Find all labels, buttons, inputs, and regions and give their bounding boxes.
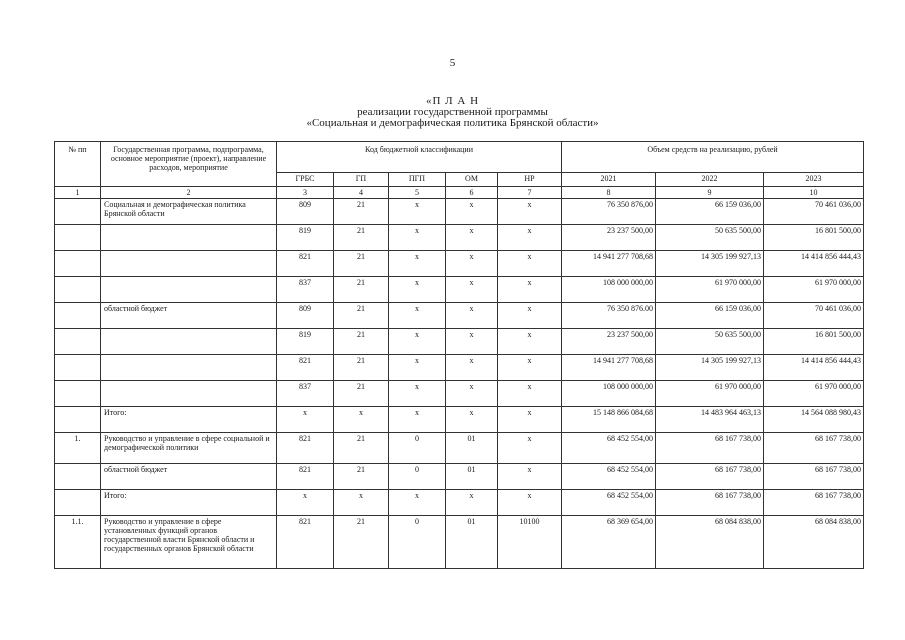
title-line-1: «П Л А Н — [425, 95, 480, 107]
column-number: 5 — [389, 187, 446, 199]
table-row — [55, 251, 864, 277]
amount-2023: 68 167 738,00 — [764, 490, 864, 516]
row-name — [101, 381, 277, 407]
cell-grbs: 821 — [277, 433, 334, 464]
column-number: 8 — [562, 187, 656, 199]
cell-gp: 21 — [334, 199, 389, 225]
cell-grbs: х — [277, 407, 334, 433]
cell-pgp: 0 — [389, 516, 446, 569]
amount-2021: 68 369 654,00 — [562, 516, 656, 569]
header-num: № пп — [55, 142, 101, 187]
cell-grbs: 821 — [277, 464, 334, 490]
table-row — [55, 303, 864, 329]
amount-2022: 66 159 036,00 — [656, 199, 764, 225]
cell-om: 01 — [446, 433, 498, 464]
amount-2022: 61 970 000,00 — [656, 277, 764, 303]
amount-2021: 108 000 000,00 — [562, 277, 656, 303]
cell-gp: 21 — [334, 329, 389, 355]
row-name — [101, 251, 277, 277]
cell-pgp: х — [389, 490, 446, 516]
row-number: 1. — [55, 433, 101, 464]
cell-pgp: х — [389, 277, 446, 303]
amount-2022: 50 635 500,00 — [656, 329, 764, 355]
amount-2021: 108 000 000,00 — [562, 381, 656, 407]
amount-2021: 68 452 554,00 — [562, 433, 656, 464]
cell-gp: 21 — [334, 251, 389, 277]
row-name: областной бюджет — [101, 303, 277, 329]
amount-2021: 14 941 277 708,68 — [562, 355, 656, 381]
amount-2022: 14 305 199 927,13 — [656, 355, 764, 381]
header-code-pgp: ПГП — [389, 173, 446, 187]
table-row — [55, 381, 864, 407]
cell-gp: 21 — [334, 225, 389, 251]
cell-pgp: х — [389, 303, 446, 329]
amount-2022: 14 483 964 463,13 — [656, 407, 764, 433]
row-name — [101, 277, 277, 303]
amount-2021: 14 941 277 708,68 — [562, 251, 656, 277]
header-code-om: ОМ — [446, 173, 498, 187]
cell-nr: х — [498, 225, 562, 251]
table-row — [55, 277, 864, 303]
cell-pgp: х — [389, 199, 446, 225]
amount-2022: 61 970 000,00 — [656, 381, 764, 407]
table-row — [55, 329, 864, 355]
cell-grbs: 837 — [277, 381, 334, 407]
cell-pgp: х — [389, 355, 446, 381]
row-number — [55, 329, 101, 355]
row-name: Руководство и управление в сфере социальной и демографической политики — [101, 433, 277, 464]
cell-pgp: х — [389, 329, 446, 355]
amount-2021: 68 452 554,00 — [562, 490, 656, 516]
column-number: 9 — [656, 187, 764, 199]
amount-2023: 68 084 838,00 — [764, 516, 864, 569]
cell-om: х — [446, 303, 498, 329]
cell-grbs: 809 — [277, 303, 334, 329]
cell-gp: 21 — [334, 381, 389, 407]
cell-pgp: х — [389, 407, 446, 433]
header-name: Государственная программа, подпрограмма, основное мероприятие (проект), направление расходов, мероприятие — [101, 142, 277, 187]
cell-grbs: 821 — [277, 251, 334, 277]
amount-2021: 23 237 500,00 — [562, 329, 656, 355]
cell-gp: 21 — [334, 464, 389, 490]
table-row — [55, 355, 864, 381]
amount-2023: 70 461 036,00 — [764, 199, 864, 225]
cell-gp: 21 — [334, 433, 389, 464]
amount-2023: 14 414 856 444,43 — [764, 355, 864, 381]
cell-nr: х — [498, 355, 562, 381]
cell-om: х — [446, 277, 498, 303]
cell-grbs: 809 — [277, 199, 334, 225]
cell-grbs: 819 — [277, 225, 334, 251]
row-number — [55, 381, 101, 407]
row-number — [55, 303, 101, 329]
header-year-2021: 2021 — [562, 173, 656, 187]
plan-table — [54, 141, 864, 569]
cell-om: 01 — [446, 516, 498, 569]
cell-nr: х — [498, 199, 562, 225]
cell-nr: х — [498, 464, 562, 490]
column-number: 10 — [764, 187, 864, 199]
cell-nr: х — [498, 303, 562, 329]
row-name — [101, 225, 277, 251]
cell-gp: х — [334, 490, 389, 516]
page-number: 5 — [449, 57, 456, 69]
cell-om: 01 — [446, 464, 498, 490]
amount-2022: 14 305 199 927,13 — [656, 251, 764, 277]
cell-om: х — [446, 225, 498, 251]
cell-grbs: х — [277, 490, 334, 516]
cell-pgp: х — [389, 251, 446, 277]
table-row — [55, 464, 864, 490]
cell-om: х — [446, 355, 498, 381]
cell-gp: 21 — [334, 303, 389, 329]
amount-2021: 76 350 876.00 — [562, 303, 656, 329]
cell-gp: 21 — [334, 355, 389, 381]
row-number: 1.1. — [55, 516, 101, 569]
cell-om: х — [446, 251, 498, 277]
amount-2021: 68 452 554,00 — [562, 464, 656, 490]
header-row-1 — [55, 142, 864, 173]
amount-2022: 68 084 838,00 — [656, 516, 764, 569]
cell-gp: х — [334, 407, 389, 433]
cell-grbs: 819 — [277, 329, 334, 355]
cell-pgp: 0 — [389, 433, 446, 464]
amount-2023: 61 970 000,00 — [764, 277, 864, 303]
column-number: 6 — [446, 187, 498, 199]
cell-om: х — [446, 381, 498, 407]
amount-2023: 70 461 036,00 — [764, 303, 864, 329]
row-name: Социальная и демографическая политика Брянской области — [101, 199, 277, 225]
amount-2023: 16 801 500,00 — [764, 225, 864, 251]
row-number — [55, 225, 101, 251]
cell-nr: 10100 — [498, 516, 562, 569]
cell-nr: х — [498, 407, 562, 433]
table-row — [55, 433, 864, 464]
table-row — [55, 490, 864, 516]
header-code-gp: ГП — [334, 173, 389, 187]
cell-pgp: х — [389, 225, 446, 251]
amount-2023: 68 167 738,00 — [764, 464, 864, 490]
table-row — [55, 516, 864, 569]
amount-2023: 14 564 088 980,43 — [764, 407, 864, 433]
row-number — [55, 464, 101, 490]
row-name — [101, 355, 277, 381]
column-number: 7 — [498, 187, 562, 199]
table-row — [55, 225, 864, 251]
header-amount-group: Объем средств на реализацию, рублей — [562, 142, 864, 173]
table-row — [55, 407, 864, 433]
row-number — [55, 407, 101, 433]
document-title — [0, 96, 905, 129]
cell-om: х — [446, 407, 498, 433]
header-code-nr: НР — [498, 173, 562, 187]
amount-2022: 68 167 738,00 — [656, 464, 764, 490]
cell-pgp: 0 — [389, 464, 446, 490]
cell-om: х — [446, 329, 498, 355]
title-line-2: реализации государственной программы — [357, 106, 548, 118]
row-name: Руководство и управление в сфере установленных функций органов государственной власти Брянской области и государственных органов Брянской области — [101, 516, 277, 569]
cell-pgp: х — [389, 381, 446, 407]
amount-2023: 14 414 856 444,43 — [764, 251, 864, 277]
row-name: Итого: — [101, 407, 277, 433]
amount-2022: 66 159 036,00 — [656, 303, 764, 329]
amount-2023: 61 970 000,00 — [764, 381, 864, 407]
amount-2023: 16 801 500,00 — [764, 329, 864, 355]
column-number: 3 — [277, 187, 334, 199]
cell-om: х — [446, 199, 498, 225]
cell-grbs: 821 — [277, 355, 334, 381]
cell-grbs: 837 — [277, 277, 334, 303]
cell-nr: х — [498, 490, 562, 516]
row-number — [55, 490, 101, 516]
table-row — [55, 199, 864, 225]
cell-nr: х — [498, 433, 562, 464]
cell-gp: 21 — [334, 277, 389, 303]
cell-grbs: 821 — [277, 516, 334, 569]
header-year-2023: 2023 — [764, 173, 864, 187]
column-number: 2 — [101, 187, 277, 199]
column-number-row — [55, 187, 864, 199]
title-line-3: «Социальная и демографическая политика Брянской области» — [306, 117, 599, 129]
row-name: областной бюджет — [101, 464, 277, 490]
header-code-group: Код бюджетной классификации — [277, 142, 562, 173]
cell-nr: х — [498, 277, 562, 303]
amount-2021: 76 350 876,00 — [562, 199, 656, 225]
header-code-grbs: ГРБС — [277, 173, 334, 187]
row-number — [55, 199, 101, 225]
amount-2022: 50 635 500,00 — [656, 225, 764, 251]
cell-nr: х — [498, 329, 562, 355]
row-name: Итого: — [101, 490, 277, 516]
column-number: 4 — [334, 187, 389, 199]
amount-2022: 68 167 738,00 — [656, 490, 764, 516]
amount-2021: 15 148 866 084,68 — [562, 407, 656, 433]
row-number — [55, 277, 101, 303]
row-number — [55, 355, 101, 381]
cell-om: х — [446, 490, 498, 516]
cell-gp: 21 — [334, 516, 389, 569]
column-number: 1 — [55, 187, 101, 199]
header-year-2022: 2022 — [656, 173, 764, 187]
cell-nr: х — [498, 381, 562, 407]
cell-nr: х — [498, 251, 562, 277]
amount-2021: 23 237 500,00 — [562, 225, 656, 251]
amount-2023: 68 167 738,00 — [764, 433, 864, 464]
row-number — [55, 251, 101, 277]
amount-2022: 68 167 738,00 — [656, 433, 764, 464]
row-name — [101, 329, 277, 355]
